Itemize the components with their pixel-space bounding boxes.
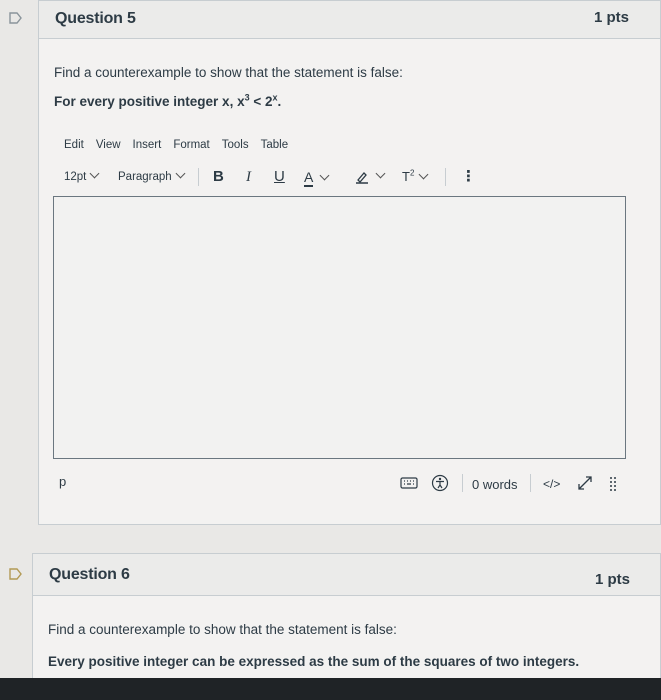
text-color-letter: A xyxy=(304,169,314,185)
element-path[interactable]: p xyxy=(59,474,67,489)
question-6-title: Question 6 xyxy=(49,566,130,583)
toolbar-divider xyxy=(445,168,446,186)
superscript-letter: T xyxy=(402,169,410,184)
menu-view[interactable]: View xyxy=(95,139,121,151)
fullscreen-icon[interactable] xyxy=(577,475,593,496)
highlight-color-button[interactable] xyxy=(355,166,384,188)
bold-button[interactable]: B xyxy=(213,168,224,185)
chevron-down-icon xyxy=(175,169,185,179)
resize-handle-icon[interactable] xyxy=(609,476,619,497)
font-size-value: 12pt xyxy=(64,171,87,183)
text-color-button[interactable] xyxy=(304,166,328,188)
question-6-points: 1 pts xyxy=(595,571,631,588)
superscript-button[interactable] xyxy=(402,166,427,188)
chevron-down-icon xyxy=(419,170,429,180)
block-format-value: Paragraph xyxy=(118,171,172,183)
superscript-exponent: 2 xyxy=(409,168,415,178)
statement-exponent-2: x xyxy=(272,92,278,103)
html-editor-toggle[interactable]: </> xyxy=(543,477,561,491)
question-5-statement xyxy=(54,94,281,109)
status-divider xyxy=(530,474,531,492)
chevron-down-icon xyxy=(320,171,330,181)
question-6-statement: Every positive integer can be expressed as the sum of the squares of two integers. xyxy=(48,654,580,669)
menu-insert[interactable]: Insert xyxy=(132,139,162,151)
bottom-bezel xyxy=(0,678,661,700)
keyboard-shortcuts-icon[interactable] xyxy=(400,476,418,495)
flag-question-icon[interactable] xyxy=(9,12,23,24)
underline-button[interactable]: U xyxy=(274,168,285,185)
toolbar-divider xyxy=(198,168,199,186)
statement-suffix: . xyxy=(277,94,282,109)
status-divider xyxy=(462,474,463,492)
block-format-select[interactable] xyxy=(118,166,184,188)
menu-edit[interactable]: Edit xyxy=(64,139,84,151)
menu-format[interactable]: Format xyxy=(173,139,210,151)
statement-prefix: For every positive integer x, x xyxy=(54,94,245,109)
word-count: 0 words xyxy=(472,477,518,492)
menu-table[interactable]: Table xyxy=(260,139,289,151)
answer-editor[interactable] xyxy=(53,196,626,459)
more-options-button[interactable]: ⋮ xyxy=(461,168,476,185)
chevron-down-icon xyxy=(90,169,100,179)
statement-mid: < 2 xyxy=(249,94,273,109)
chevron-down-icon xyxy=(376,169,386,179)
question-5-title: Question 5 xyxy=(55,10,136,27)
font-size-select[interactable] xyxy=(64,166,98,188)
editor-menubar xyxy=(64,139,300,151)
highlighter-icon xyxy=(355,170,369,184)
flag-question-icon[interactable] xyxy=(9,568,23,580)
accessibility-checker-icon[interactable] xyxy=(431,474,449,497)
italic-button[interactable]: I xyxy=(246,169,251,185)
question-6-prompt: Find a counterexample to show that the statement is false: xyxy=(48,622,397,637)
menu-tools[interactable]: Tools xyxy=(221,139,249,151)
statement-exponent-1: 3 xyxy=(244,92,250,103)
question-5-points: 1 pts xyxy=(594,9,630,26)
question-5-prompt: Find a counterexample to show that the statement is false: xyxy=(54,65,403,80)
